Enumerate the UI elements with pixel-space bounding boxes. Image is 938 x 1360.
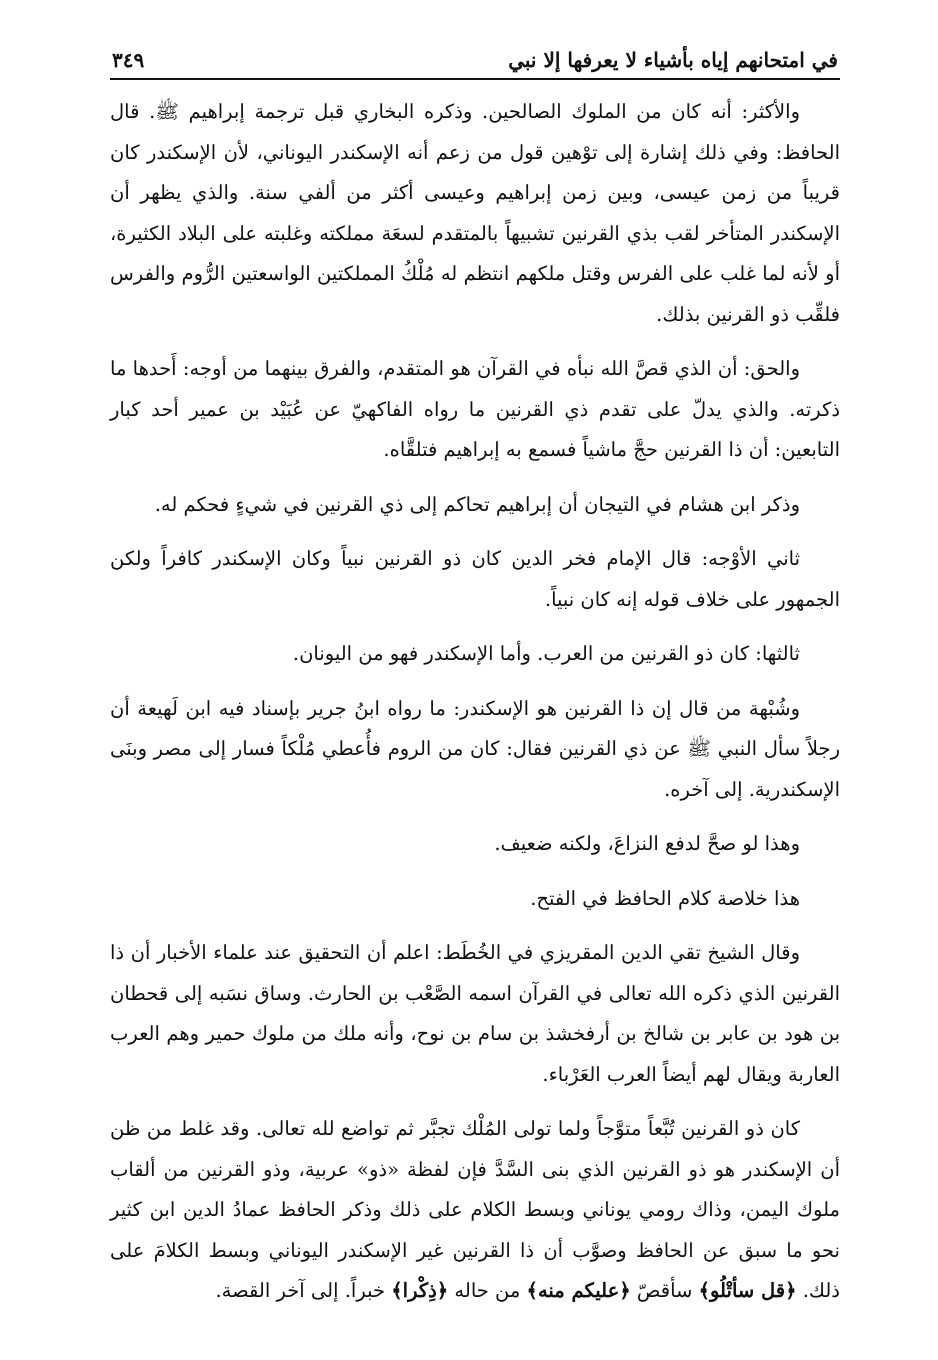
- paragraph: وقال الشيخ تقي الدين المقريزي في الخُطَط: اعلم أن التحقيق عند علماء الأخبار أن ذا القرنين الذي ذكره الله تعالى في القرآن اسمه الصَّعْب بن الحارث. وساق نسَبه إلى قحطان بن هود بن عابر بن شالخ بن أرفخشذ بن سام بن نوح، وأنه ملك من ملوك حمير وهم العرب العاربة ويقال لهم أيضاً العرب العَرْباء.: [110, 941, 840, 1086]
- quran-quote: ﴿قل سأتْلُو﴾: [698, 1279, 797, 1302]
- book-page: [110, 48, 840, 1312]
- page-body: [110, 92, 840, 1312]
- paragraph-text: سأقصّ: [630, 1279, 699, 1302]
- paragraph: وشُبْهة من قال إن ذا القرنين هو الإسكندر: ما رواه ابنُ جرير بإسناد فيه ابن لَهيعة أن رجلاً سأل النبي ﷺ عن ذي القرنين فقال: كان من الروم فأُعطي مُلْكاً فسار إلى مصر وبنَى الإسكندرية. إلى آخره.: [110, 696, 840, 801]
- paragraph-text: خبراً. إلى آخر القصة.: [215, 1279, 392, 1302]
- paragraph-text: كان ذو القرنين تُبَّعاً متوَّجاً ولما تولى المُلْك تجبَّر ثم تواضع لله تعالى. وقد غلط من ظن أن الإسكندر هو ذو القرنين الذي بنى السَّدَّ فإن لفظة «ذو» عربية، وذو القرنين من ألقاب ملوك اليمن، وذاك رومي يوناني وبسط الكلام على ذلك وذكر الحافظ عمادُ الدين ابن كثير نحو ما سبق عن الحافظ وصوَّب أن ذا القرنين غير الإسكندر اليوناني وبسط الكلامَ على ذلك.: [110, 1117, 840, 1302]
- paragraph: والأكثر: أنه كان من الملوك الصالحين. وذكره البخاري قبل ترجمة إبراهيم ﷺ. قال الحافظ: وفي ذلك إشارة إلى توْهين قول من زعم أنه الإسكندر اليوناني، لأن الإسكندر كان قريباً من زمن عيسى، وبين زمن إبراهيم وعيسى أكثر من ألفي سنة. والذي يظهر أن الإسكندر المتأخر لقب بذي القرنين تشبيهاً بالمتقدم لسعَة مملكته وغلبته على البلاد الكثيرة، أو لأنه لما غلب على الفرس وقتل ملكهم انتظم له مُلْكُ المملكتين الواسعتين الرُّوم والفرس فلقِّب ذو القرنين بذلك.: [110, 100, 840, 326]
- paragraph: وهذا لو صحَّ لدفع النزاعَ، ولكنه ضعيف.: [494, 832, 800, 855]
- page-number: ٣٤٩: [112, 48, 145, 72]
- running-title: في امتحانهم إياه بأشياء لا يعرفها إلا نبي: [508, 48, 838, 72]
- paragraph: ثالثها: كان ذو القرنين من العرب. وأما الإسكندر فهو من اليونان.: [292, 642, 800, 665]
- paragraph: والحق: أن الذي قصَّ الله نبأه في القرآن هو المتقدم، والفرق بينهما من أوجه: أَحدها ما ذكرته. والذي يدلّ على تقدم ذي القرنين ما رواه الفاكهيّ عن عُبَيْد بن عمير أحد كبار التابعين: أن ذا القرنين حجَّ ماشياً فسمع به إبراهيم فتلقَّاه.: [110, 357, 840, 461]
- quran-quote: ﴿ذِكْرا﴾: [391, 1279, 449, 1302]
- quran-quote: ﴿عليكم منه﴾: [526, 1279, 631, 1302]
- paragraph: وذكر ابن هشام في التيجان أن إبراهيم تحاكم إلى ذي القرنين في شيءٍ فحكم له.: [154, 492, 800, 516]
- paragraph-text: من حاله: [448, 1279, 527, 1302]
- paragraph: [110, 1109, 840, 1312]
- paragraph: ثاني الأوْجه: قال الإمام فخر الدين كان ذو القرنين نبياً وكان الإسكندر كافراً ولكن الجمهور على خلاف قوله إنه كان نبياً.: [110, 547, 840, 611]
- page-header: [110, 48, 840, 80]
- paragraph: هذا خلاصة كلام الحافظ في الفتح.: [530, 886, 800, 910]
